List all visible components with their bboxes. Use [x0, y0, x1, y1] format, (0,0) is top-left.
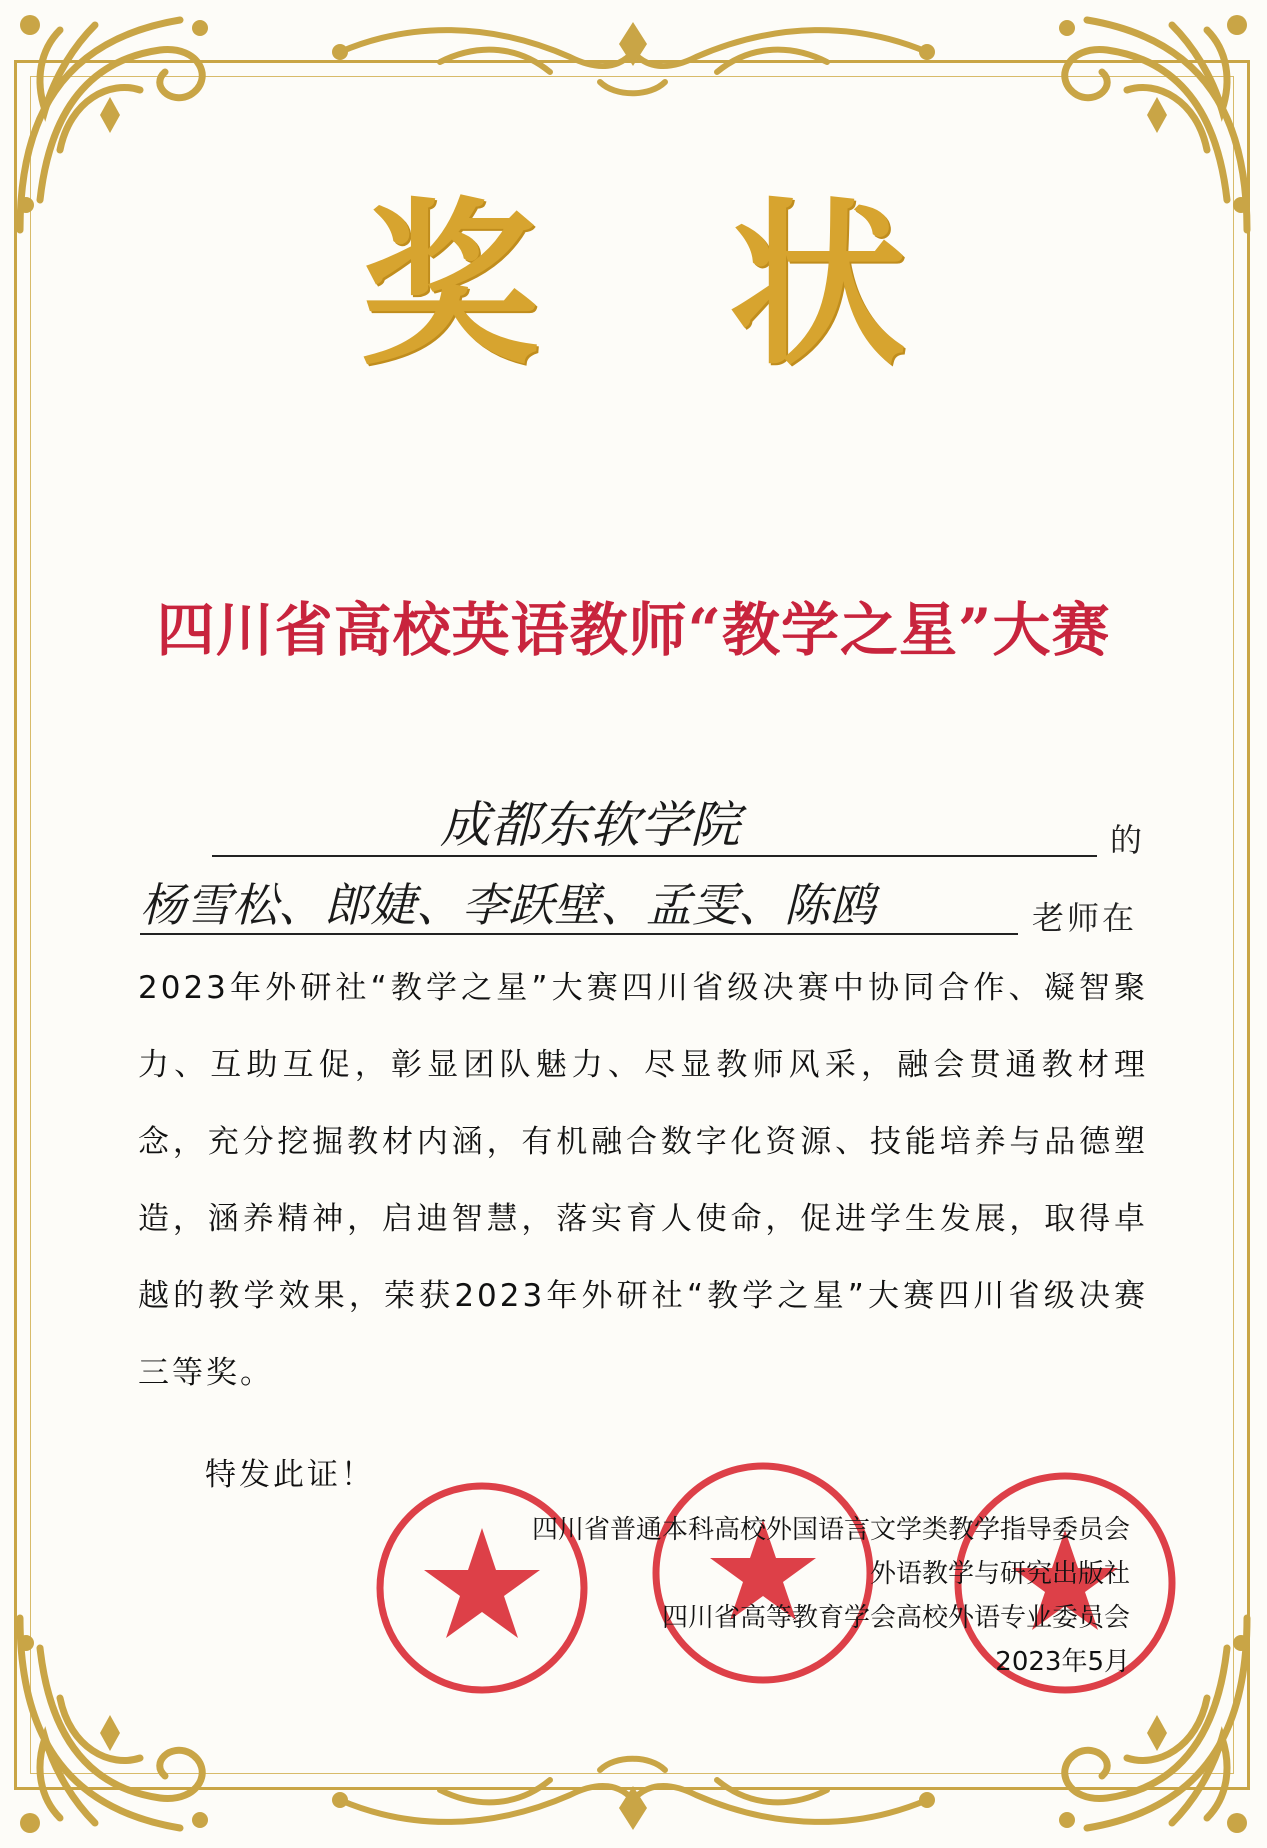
- issuing-organizations: [370, 1508, 1130, 1684]
- issue-date: 2023年5月: [995, 1647, 1130, 1677]
- issuer-education-society: 四川省高等教育学会高校外语专业委员会: [661, 1603, 1130, 1633]
- closing-statement: 特发此证！: [205, 1457, 375, 1493]
- competition-name: 四川省高校英语教师“教学之星”大赛: [156, 596, 1111, 664]
- bottom-left-flourish-icon: [0, 1608, 240, 1848]
- institution-name: 成都东软学院: [440, 796, 740, 854]
- award-description: 2023年外研社“教学之星”大赛四川省级决赛中协同合作、凝智聚力、互助互促，彰显团队魅力、尽显教师风采，融会贯通教材理念，充分挖掘教材内涵，有机融合数字化资源、技能培养与品德塑造，涵养精神，启迪智慧，落实育人使命，促进学生发展，取得卓越的教学效果，荣获2023年外研社“教学之星”大赛四川省级决赛三等奖。: [138, 970, 1148, 1391]
- institution-suffix: 的: [1110, 821, 1146, 859]
- teachers-suffix: 老师在: [1032, 899, 1138, 937]
- institution-underline: [212, 855, 1097, 857]
- teacher-names: 杨雪松、郎婕、李跃壁、孟雯、陈鸥: [140, 878, 876, 932]
- teachers-underline: [140, 933, 1018, 935]
- top-center-scroll-icon: [320, 12, 947, 107]
- issuer-teaching-committee: 四川省普通本科高校外国语言文学类教学指导委员会: [531, 1515, 1130, 1545]
- certificate-title: 奖状: [360, 180, 1097, 389]
- bottom-center-scroll-icon: [320, 1745, 947, 1840]
- issuer-press: 外语教学与研究出版社: [869, 1559, 1130, 1589]
